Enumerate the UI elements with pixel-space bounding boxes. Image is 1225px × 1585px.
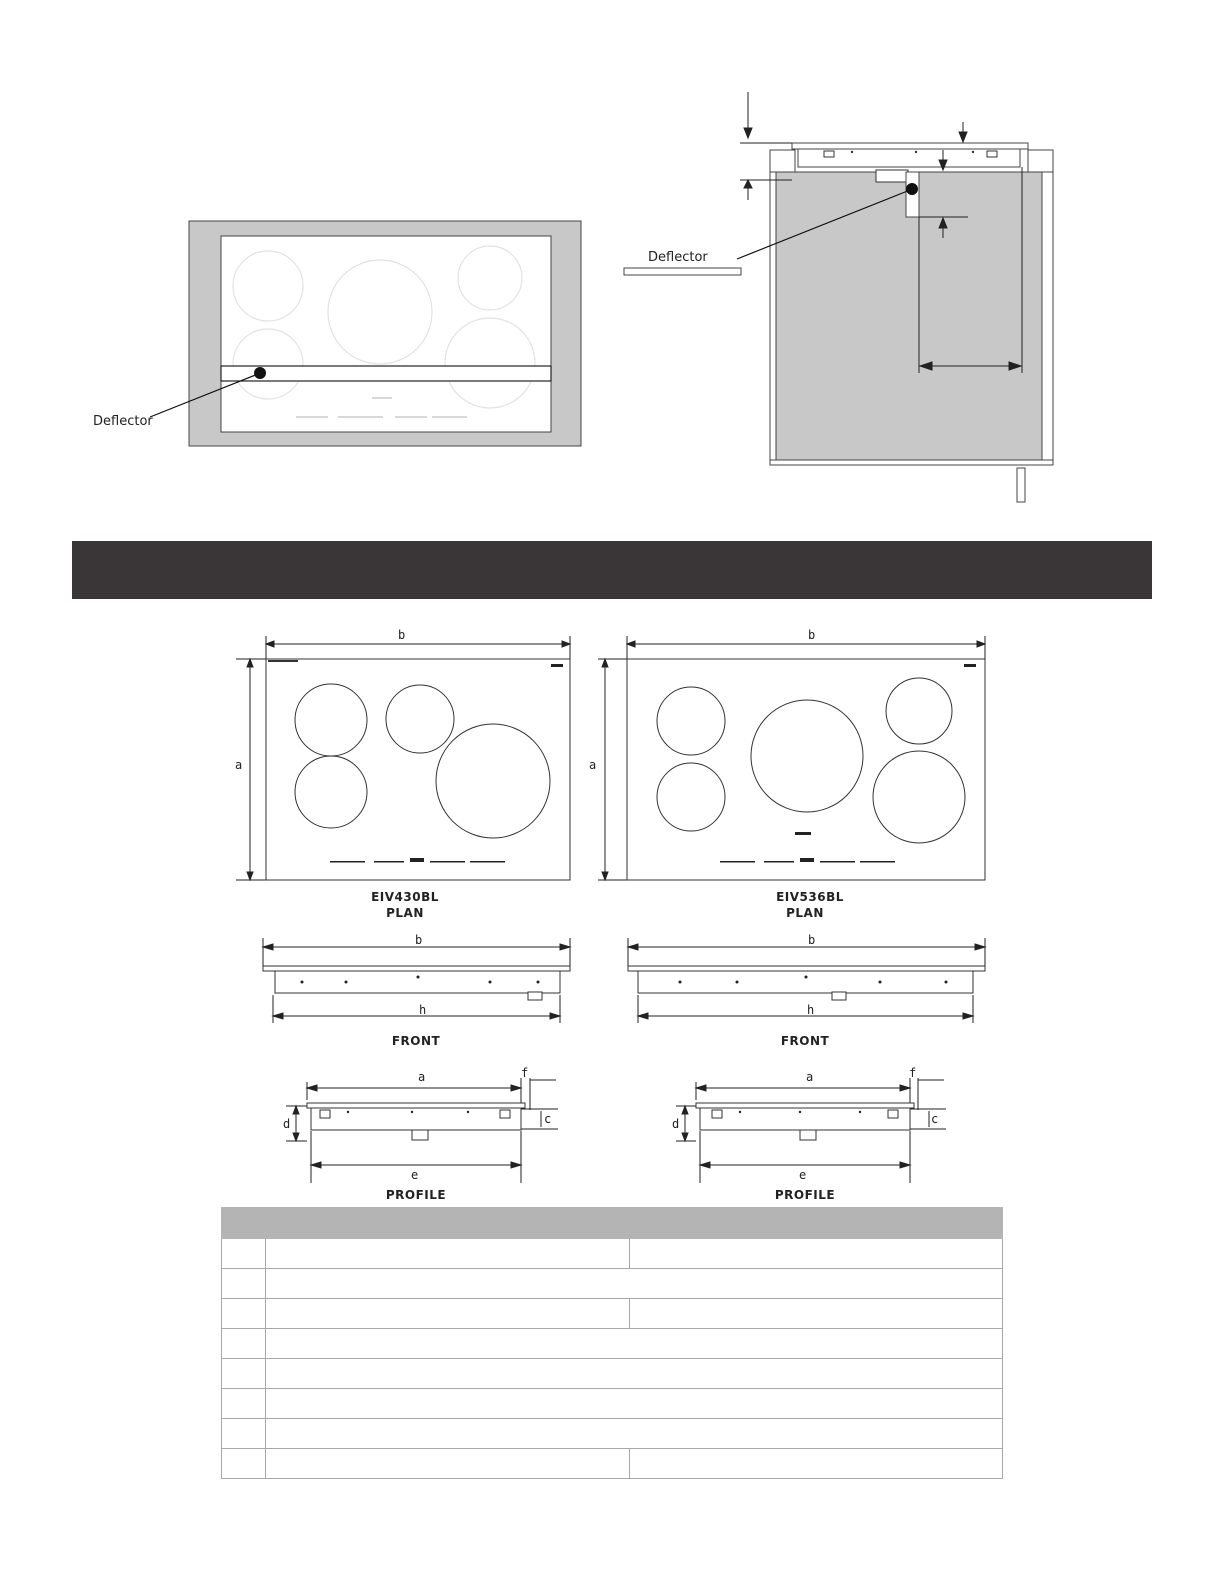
cooktop-outline-2: [627, 659, 985, 880]
profile-caption-1: PROFILE: [385, 1188, 447, 1202]
plan-caption-2: PLAN: [786, 906, 824, 920]
dim-d-profile-2: d: [672, 1117, 680, 1131]
dim-f-profile-2: f: [909, 1066, 917, 1080]
plan-eiv430bl: [220, 628, 580, 888]
section-banner: [72, 541, 1152, 599]
plan-caption-1: PLAN: [386, 906, 424, 920]
dim-h-front-1: h: [419, 1003, 427, 1017]
dim-b-plan-2: b: [808, 628, 816, 642]
table-row: [222, 1389, 1003, 1419]
dim-c-profile-1: c: [544, 1112, 552, 1126]
table-row: [222, 1269, 1003, 1299]
deflector-label-plan: Deflector: [93, 414, 153, 429]
table-header-row: [222, 1208, 1003, 1239]
dim-f-profile-1: f: [521, 1066, 529, 1080]
cabinet-left-wall: [770, 172, 776, 460]
dim-d-profile-1: d: [283, 1117, 291, 1131]
front-body-1: [275, 971, 560, 993]
front-caption-2: FRONT: [780, 1034, 830, 1048]
countertop-right: [1028, 150, 1053, 172]
front-body-2: [638, 971, 973, 993]
deflector-marker-section: [906, 183, 918, 195]
dim-e-profile-2: e: [799, 1168, 807, 1182]
cooktop-connector: [876, 170, 908, 182]
profile-body-1: [311, 1108, 521, 1130]
countertop-left: [770, 150, 795, 172]
table-row: [222, 1329, 1003, 1359]
table-row: [222, 1299, 1003, 1329]
table-row: [222, 1419, 1003, 1449]
table-row: [222, 1359, 1003, 1389]
cooktop-glass: [221, 236, 551, 432]
dim-b-plan-1: b: [398, 628, 406, 642]
profile-caption-2: PROFILE: [774, 1188, 836, 1202]
cabinet-section-diagram: [600, 80, 1070, 510]
deflector-plate: [624, 268, 741, 275]
countertop-plan-diagram: [0, 0, 620, 460]
dim-a-plan-2: a: [589, 758, 597, 772]
dim-a-plan-1: a: [235, 758, 243, 772]
cooktop-glass-section: [792, 143, 1028, 149]
cabinet-leg: [1017, 468, 1025, 502]
dim-h-front-2: h: [807, 1003, 815, 1017]
plan-eiv536bl: [585, 628, 995, 888]
dim-b-front-2: b: [808, 933, 816, 947]
profile-eiv430bl: [280, 1068, 560, 1188]
front-eiv536bl: [615, 930, 995, 1025]
dimension-table: [221, 1207, 1003, 1479]
deflector-bar: [221, 366, 551, 381]
table-row: [222, 1449, 1003, 1479]
dim-a-profile-1: a: [418, 1070, 426, 1084]
model-name-eiv536bl: EIV536BL: [776, 890, 844, 904]
profile-eiv536bl: [665, 1068, 950, 1188]
profile-body-2: [700, 1108, 910, 1130]
profile-glass-1: [307, 1103, 525, 1108]
model-name-eiv430bl: EIV430BL: [371, 890, 439, 904]
dim-b-front-1: b: [415, 933, 423, 947]
deflector-label-section: Deflector: [648, 250, 708, 265]
dim-a-profile-2: a: [806, 1070, 814, 1084]
deflector-marker: [254, 367, 266, 379]
front-caption-1: FRONT: [391, 1034, 441, 1048]
front-glass-2: [628, 966, 985, 971]
cooktop-outline: [266, 659, 570, 880]
dim-e-profile-1: e: [411, 1168, 419, 1182]
profile-glass-2: [696, 1103, 914, 1108]
dim-c-profile-2: c: [931, 1112, 939, 1126]
table-row: [222, 1239, 1003, 1269]
cabinet-floor: [770, 460, 1053, 465]
cabinet-right-wall: [1042, 172, 1053, 460]
front-glass-1: [263, 966, 570, 971]
